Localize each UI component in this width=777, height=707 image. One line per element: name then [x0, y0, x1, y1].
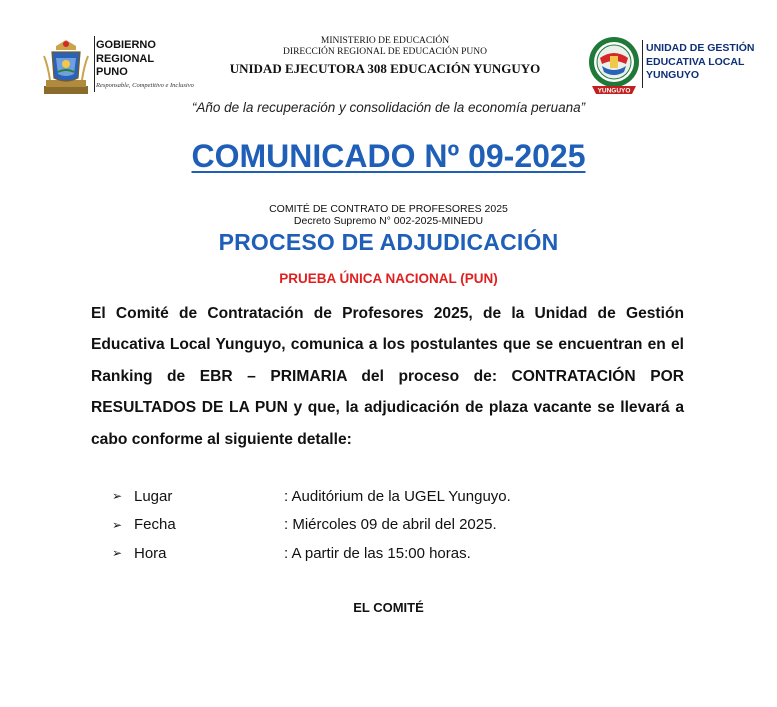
- gr-name-line-2: REGIONAL: [96, 52, 155, 65]
- detail-value: : A partir de las 15:00 horas.: [284, 544, 471, 562]
- gobierno-regional-motto: Responsable, Competitivo e Inclusivo: [96, 82, 194, 89]
- gobierno-regional-name: [96, 39, 156, 80]
- ugel-name-line-2: EDUCATIVA LOCAL: [646, 55, 745, 68]
- process-subtitle: PROCESO DE ADJUDICACIÓN: [218, 229, 559, 255]
- committee-name: COMITÉ DE CONTRATO DE PROFESORES 2025: [269, 203, 508, 215]
- detail-value: : Auditórium de la UGEL Yunguyo.: [284, 487, 511, 505]
- ugel-name-line-3: YUNGUYO: [646, 69, 700, 81]
- decree-reference: Decreto Supremo N° 002-2025-MINEDU: [293, 215, 484, 227]
- committee-info: [0, 203, 777, 227]
- year-slogan: “Año de la recuperación y consolidación de la economía peruana”: [191, 100, 586, 115]
- executing-unit-name: UNIDAD EJECUTORA 308 EDUCACIÓN YUNGUYO: [229, 61, 541, 76]
- communique-title-text: COMUNICADO Nº 09-2025: [191, 138, 586, 174]
- arrow-bullet-icon: ➢: [112, 489, 123, 504]
- signature: EL COMITÉ: [353, 600, 424, 615]
- right-divider: [642, 40, 643, 88]
- left-divider: [94, 36, 95, 92]
- detail-row-date: [112, 511, 672, 540]
- communique-body: El Comité de Contratación de Profesores 2025, de la Unidad de Gestión Educativa Local Yunguyo, comunica a los postulantes que se encuentran en el Ranking de EBR – PRIMARIA del proceso de: CONTRATACIÓN POR RESULTADOS DE LA PUN y que, la adjudicación de plaza vacante se llevará a cabo conforme al siguiente detalle:: [91, 305, 684, 448]
- gobierno-regional-puno-logo: [40, 36, 92, 96]
- ugel-yunguyo-logo: [586, 34, 642, 98]
- detail-row-time: [112, 539, 672, 568]
- ugel-name-line-1: UNIDAD DE GESTIÓN: [646, 42, 755, 54]
- gr-name-line-3: PUNO: [96, 66, 128, 78]
- detail-label: Fecha: [134, 516, 176, 534]
- direction-name: DIRECCIÓN REGIONAL DE EDUCACIÓN PUNO: [283, 47, 487, 57]
- institution-header: [190, 36, 580, 77]
- ugel-logo-ribbon-text: YUNGUYO: [597, 87, 631, 95]
- detail-value: : Miércoles 09 de abril del 2025.: [284, 516, 497, 534]
- communique-title: [0, 138, 777, 175]
- adjudication-details: [112, 482, 672, 568]
- detail-label: Hora: [134, 544, 167, 562]
- arrow-bullet-icon: ➢: [112, 517, 123, 532]
- detail-row-place: [112, 482, 672, 511]
- ministry-name: MINISTERIO DE EDUCACIÓN: [320, 36, 450, 46]
- letterhead: [40, 34, 760, 104]
- ugel-yunguyo-name: [646, 42, 755, 83]
- detail-label: Lugar: [134, 487, 173, 505]
- gr-name-line-1: GOBIERNO: [96, 39, 156, 51]
- pun-heading: PRUEBA ÚNICA NACIONAL (PUN): [279, 271, 498, 286]
- arrow-bullet-icon: ➢: [112, 546, 123, 561]
